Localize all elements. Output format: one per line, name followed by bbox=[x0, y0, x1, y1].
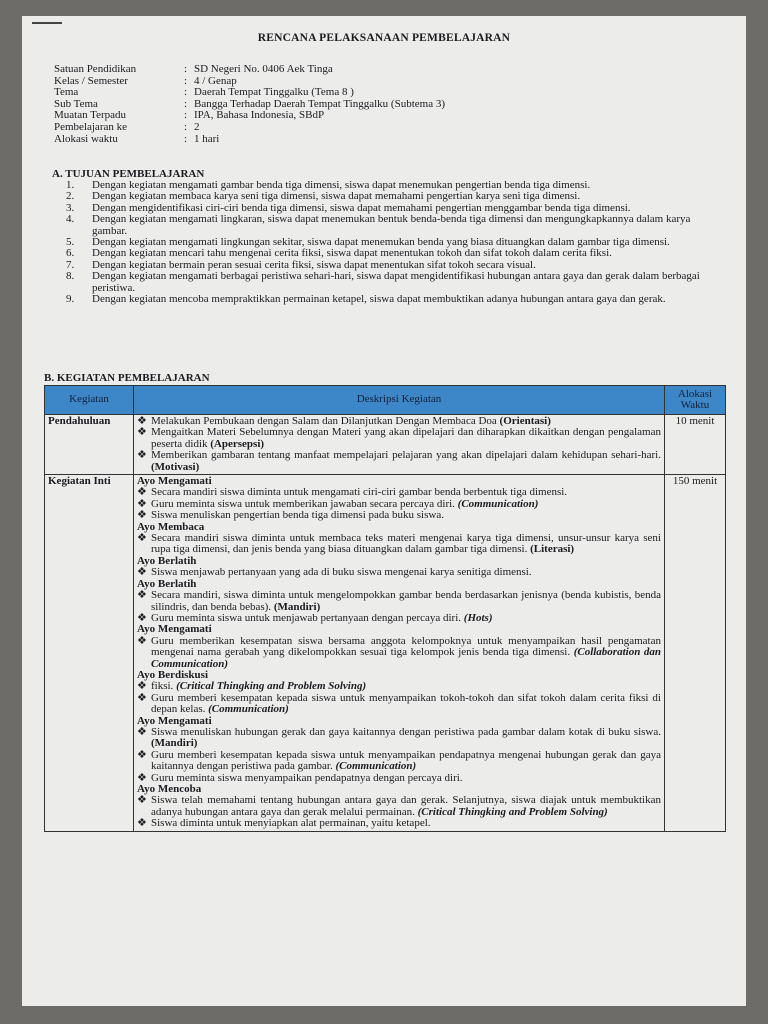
activity-heading: Ayo Berlatih bbox=[137, 554, 197, 567]
list-item: ❖ fiksi. (Critical Thingking and Problem Solving) bbox=[137, 680, 367, 693]
identity-block bbox=[54, 64, 445, 145]
section-a-heading: A. TUJUAN PEMBELAJARAN bbox=[52, 168, 205, 180]
list-item: ❖ Siswa menuliskan pengertian benda tiga dimensi pada buku siswa. bbox=[137, 509, 444, 522]
row-label: Pendahuluan bbox=[45, 415, 134, 475]
row-label: Kegiatan Inti bbox=[45, 475, 134, 832]
list-item: ❖ Guru meminta siswa untuk menjawab pertanyaan dengan percaya diri. (Hots) bbox=[137, 611, 493, 624]
activity-heading: Ayo Mengamati bbox=[137, 714, 212, 727]
activity-heading: Ayo Mengamati bbox=[137, 623, 212, 636]
diamond-bullet-icon: ❖ bbox=[137, 817, 147, 830]
meta-value: 2 bbox=[194, 120, 200, 133]
list-item: ❖ Siswa menuliskan hubungan gerak dan gaya kaitannya dengan peristiwa pada gambar dalam kotak di buku siswa. (Mandiri) bbox=[137, 725, 661, 750]
list-item: ❖ Siswa menjawab pertanyaan yang ada di buku siswa mengenai karya senitiga dimensi. bbox=[137, 566, 532, 579]
meta-row: Satuan Pendidikan : SD Negeri No. 0406 Aek Tinga bbox=[54, 63, 333, 75]
goal-item: 2. Dengan kegiatan membaca karya seni tiga dimensi, siswa dapat memahami pengertian karya seni tiga dimensi. bbox=[66, 190, 581, 203]
table-header-row bbox=[45, 386, 726, 415]
diamond-bullet-icon: ❖ bbox=[137, 532, 147, 545]
list-item: ❖ Secara mandiri, siswa diminta untuk mengelompokkan gambar benda berdasarkan jenisnya (benda kubistis, benda silindris, dan benda bebas). (Mandiri) bbox=[137, 589, 661, 613]
header-alokasi: Alokasi Waktu bbox=[665, 386, 726, 415]
goal-item: 5. Dengan kegiatan mengamati lingkungan sekitar, siswa dapat menemukan benda yang biasa dituangkan dalam gambar tiga dimensi. bbox=[66, 236, 670, 249]
diamond-bullet-icon: ❖ bbox=[137, 748, 147, 761]
meta-label: Alokasi waktu bbox=[54, 132, 118, 145]
diamond-bullet-icon: ❖ bbox=[137, 725, 147, 738]
meta-label: Kelas / Semester bbox=[54, 74, 128, 87]
diamond-bullet-icon: ❖ bbox=[137, 589, 147, 602]
section-b-heading: B. KEGIATAN PEMBELAJARAN bbox=[44, 372, 210, 384]
goal-item: 7. Dengan kegiatan bermain peran sesuai cerita fiksi, siswa dapat menentukan sifat tokoh secara visual. bbox=[66, 258, 536, 271]
activity-heading: Ayo Membaca bbox=[137, 520, 205, 533]
list-item: ❖ Guru meminta siswa untuk memberikan jawaban secara percaya diri. (Communication) bbox=[137, 497, 539, 510]
diamond-bullet-icon: ❖ bbox=[137, 771, 147, 784]
row-time: 10 menit bbox=[665, 415, 726, 475]
list-item: ❖ Secara mandiri siswa diminta untuk membaca teks materi mengenai karya tiga dimensi, unsur-unsur karya seni rupa tiga dimensi, dan jenis benda yang biasa dituangkan dalam gambar tiga dimensi. (Literasi) bbox=[137, 532, 661, 556]
goal-item: 9. Dengan kegiatan mencoba mempraktikkan permainan ketapel, siswa dapat membuktikan adanya hubungan antara gaya dan gerak. bbox=[66, 293, 666, 306]
meta-label: Pembelajaran ke bbox=[54, 120, 127, 133]
diamond-bullet-icon: ❖ bbox=[137, 509, 147, 522]
meta-value: 1 hari bbox=[194, 132, 220, 145]
table-row bbox=[45, 475, 726, 832]
diamond-bullet-icon: ❖ bbox=[137, 634, 147, 647]
meta-row: Tema : Daerah Tempat Tinggalku (Tema 8 ) bbox=[54, 86, 354, 99]
list-item: ❖ Melakukan Pembukaan dengan Salam dan Dilanjutkan Dengan Membaca Doa (Orientasi) bbox=[137, 415, 551, 427]
pen-mark bbox=[32, 22, 62, 24]
table-row bbox=[45, 415, 726, 475]
goal-item: 8. Dengan kegiatan mengamati berbagai peristiwa sehari-hari, siswa dapat mengidentifikasi hubungan antara gaya dan gerak dalam berbagai peristiwa. bbox=[66, 270, 700, 294]
diamond-bullet-icon: ❖ bbox=[137, 794, 147, 807]
meta-row: Pembelajaran ke : 2 bbox=[54, 120, 200, 133]
diamond-bullet-icon: ❖ bbox=[137, 566, 147, 579]
activity-heading: Ayo Berdiskusi bbox=[137, 668, 209, 681]
diamond-bullet-icon: ❖ bbox=[137, 486, 147, 499]
activity-heading: Ayo Mengamati bbox=[137, 475, 212, 488]
list-item: ❖ Siswa telah memahami tentang hubungan antara gaya dan gerak. Selanjutnya, siswa diajak untuk membuktikan adanya hubungan antara gaya dan gerak melalui permainan. (Critical Thingking and Problem Solving) bbox=[137, 794, 661, 818]
meta-value: SD Negeri No. 0406 Aek Tinga bbox=[194, 63, 333, 75]
document-title: RENCANA PELAKSANAAN PEMBELAJARAN bbox=[257, 32, 511, 44]
meta-label: Satuan Pendidikan bbox=[54, 63, 137, 75]
meta-value: Bangga Terhadap Daerah Tempat Tinggalku (Subtema 3) bbox=[194, 97, 445, 110]
list-item: ❖ Secara mandiri siswa diminta untuk mengamati ciri-ciri gambar benda berbentuk tiga dimensi. bbox=[137, 486, 568, 499]
meta-row: Alokasi waktu : 1 hari bbox=[54, 132, 220, 145]
list-item: ❖ Memberikan gambaran tentang manfaat mempelajari pelajaran yang akan dipelajari dalam kehidupan sehari-hari. (Motivasi) bbox=[137, 449, 661, 473]
list-item: ❖ Guru memberi kesempatan kepada siswa untuk menyampaikan tokoh-tokoh dan sifat tokoh dalam cerita fiksi di depan kelas. (Communication) bbox=[137, 691, 661, 716]
meta-row: Kelas / Semester : 4 / Genap bbox=[54, 74, 237, 87]
activity-heading: Ayo Mencoba bbox=[137, 783, 202, 795]
activity-heading: Ayo Berlatih bbox=[137, 577, 197, 590]
meta-value: 4 / Genap bbox=[194, 74, 237, 87]
diamond-bullet-icon: ❖ bbox=[137, 680, 147, 693]
header-kegiatan: Kegiatan bbox=[45, 386, 134, 415]
list-item: ❖ Guru memberikan kesempatan siswa bersama anggota kelompoknya untuk menyampaikan hasil pengamatan mengenai nama gerabah yang dikelompokkan sesuai tiga kelompok jenis benda tiga dimensi. (Collaboration dan Communication) bbox=[137, 634, 662, 670]
meta-label: Tema bbox=[54, 86, 79, 99]
diamond-bullet-icon: ❖ bbox=[137, 497, 147, 510]
list-item: ❖ Siswa diminta untuk menyiapkan alat permainan, yaitu ketapel. bbox=[137, 817, 431, 830]
row-time: 150 menit bbox=[665, 475, 726, 832]
list-item: ❖ Guru meminta siswa menyampaikan pendapatnya dengan percaya diri. bbox=[137, 771, 463, 784]
meta-label: Sub Tema bbox=[54, 97, 98, 110]
diamond-bullet-icon: ❖ bbox=[137, 415, 147, 427]
meta-value: Daerah Tempat Tinggalku (Tema 8 ) bbox=[194, 86, 354, 99]
meta-row: Muatan Terpadu : IPA, Bahasa Indonesia, SBdP bbox=[54, 109, 325, 122]
meta-value: IPA, Bahasa Indonesia, SBdP bbox=[194, 109, 325, 122]
list-item: ❖ Mengaitkan Materi Sebelumnya dengan Materi yang akan dipelajari dan diharapkan dikaitkan dengan pengalaman peserta didik (Apersepsi) bbox=[137, 426, 661, 450]
row-description bbox=[134, 475, 665, 832]
goal-item: 3. Dengan mengidentifikasi ciri-ciri benda tiga dimensi, siswa dapat memahami pengertian menggambar benda tiga dimensi. bbox=[66, 201, 631, 214]
document-page bbox=[22, 16, 746, 1006]
meta-row: Sub Tema : Bangga Terhadap Daerah Tempat Tinggalku (Subtema 3) bbox=[54, 97, 445, 110]
meta-label: Muatan Terpadu bbox=[54, 109, 127, 122]
header-deskripsi: Deskripsi Kegiatan bbox=[134, 386, 665, 415]
goals-list bbox=[66, 180, 726, 305]
goal-item: 6. Dengan kegiatan mencari tahu mengenai cerita fiksi, siswa dapat menentukan tokoh dan sifat tokoh dalam cerita fiksi. bbox=[66, 247, 612, 260]
activities-table bbox=[44, 385, 726, 832]
diamond-bullet-icon: ❖ bbox=[137, 449, 147, 462]
list-item: ❖ Guru memberi kesempatan kepada siswa untuk menyampaikan pendapatnya mengenai hubungan gerak dan gaya kaitannya dengan peristiwa pada gambar. (Communication) bbox=[137, 748, 661, 773]
diamond-bullet-icon: ❖ bbox=[137, 426, 147, 439]
diamond-bullet-icon: ❖ bbox=[137, 691, 147, 704]
goal-item: 1. Dengan kegiatan mengamati gambar benda tiga dimensi, siswa dapat menemukan pengertian benda tiga dimensi. bbox=[66, 179, 591, 191]
goal-item: 4. Dengan kegiatan mengamati lingkaran, siswa dapat menemukan bentuk benda-benda tiga dimensi dan mengungkapkannya dalam karya gambar. bbox=[66, 213, 691, 237]
diamond-bullet-icon: ❖ bbox=[137, 611, 147, 624]
row-description bbox=[134, 415, 665, 475]
